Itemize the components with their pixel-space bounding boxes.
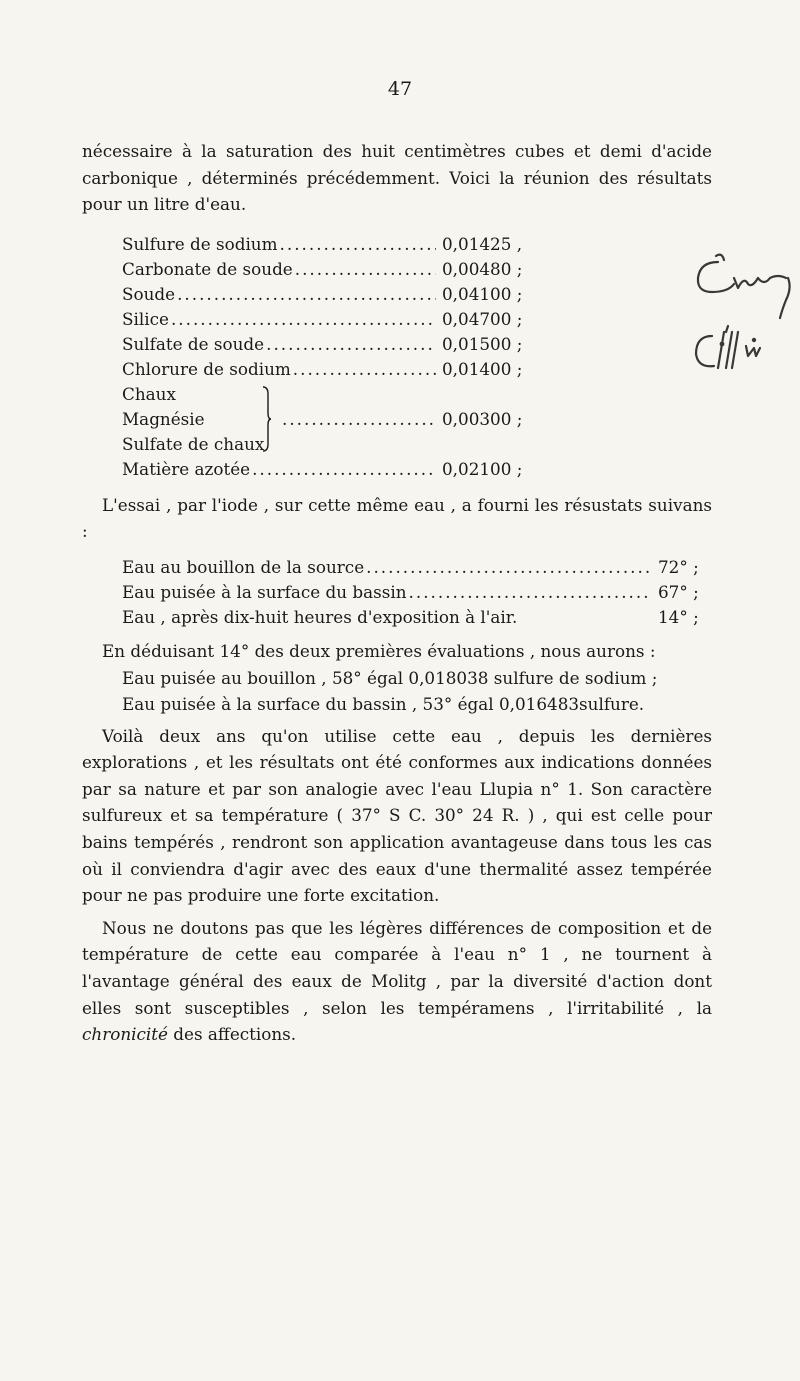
page-content (82, 138, 712, 1048)
table-row (122, 357, 542, 382)
list-item: Eau puisée au bouillon , 58° égal 0,018038 sulfure de sodium ; (122, 667, 658, 688)
row-label: Eau , après dix-huit heures d'exposition à l'air. (122, 606, 518, 627)
composition-table (122, 232, 542, 482)
row-label: Matière azotée (122, 458, 251, 479)
dot-leader (252, 457, 436, 482)
nous-paragraph-end: des affections. (167, 1024, 297, 1045)
group-value-row (282, 407, 542, 432)
row-label: Silice (122, 308, 169, 329)
dot-leader (366, 555, 652, 580)
essai-intro: L'essai , par l'iode , sur cette même eau , a fourni les résustats suivans : (82, 494, 712, 542)
dot-leader (177, 282, 436, 307)
row-value: 67° ; (658, 581, 699, 602)
nous-paragraph (82, 915, 712, 1048)
table-row (122, 257, 542, 282)
dot-leader (295, 257, 436, 282)
dot-leader (409, 580, 652, 605)
group-label: Chaux (122, 383, 176, 404)
group-label: Sulfate de chaux (122, 433, 265, 454)
dot-leader (266, 332, 436, 357)
row-label: Eau puisée à la surface du bassin (122, 581, 407, 602)
page-number: 47 (387, 78, 413, 100)
table-row (122, 555, 712, 580)
table-row (122, 580, 712, 605)
dot-leader (280, 232, 436, 257)
table-row (122, 232, 542, 257)
row-label: Sulfate de soude (122, 333, 265, 354)
table-row (122, 605, 712, 630)
row-value: 72° ; (658, 556, 699, 577)
grouped-labels (122, 382, 264, 457)
dot-leader (171, 307, 436, 332)
row-label: Chlorure de sodium (122, 358, 291, 379)
dot-leader (293, 357, 436, 382)
emphasis-word: chronicité (82, 1024, 168, 1045)
row-label: Eau au bouillon de la source (122, 556, 365, 577)
grouped-rows (122, 382, 542, 457)
row-label: Soude (122, 283, 176, 304)
right-brace-icon (262, 386, 272, 452)
group-label: Magnésie (122, 408, 205, 429)
nous-paragraph-text: Nous ne doutons pas que les légères différences de composition et de température de cette eau comparée à l'eau n° 1 , ne tournent à l'avantage général des eaux de Molitg , par la diversité d'action dont elles sont susceptibles , selon les tempéramens , l'irritabilité , la (82, 917, 712, 1018)
dot-leader (282, 407, 436, 432)
deduction-list (122, 665, 712, 717)
row-value: 0,01500 ; (442, 333, 523, 354)
table-row (122, 307, 542, 332)
voila-paragraph: Voilà deux ans qu'on utilise cette eau , depuis les dernières explorations , et les résultats ont été conformes aux indications données par sa nature et par son analogie avec l'eau Llupia n° 1. Son caractère sulfureux et sa température ( 37° S C. 30° 24 R. ) , qui est celle pour bains tempérés , rendront son application avantageuse dans tous les cas où il conviendra d'agir avec des eaux d'une thermalité assez tempérée pour ne pas produire une forte excitation. (82, 725, 712, 906)
row-label: Carbonate de soude (122, 258, 293, 279)
row-value: 0,00300 ; (442, 408, 523, 429)
list-item: Eau puisée à la surface du bassin , 53° égal 0,016483sulfure. (122, 693, 645, 714)
row-value: 0,01400 ; (442, 358, 523, 379)
deduction-intro: En déduisant 14° des deux premières évaluations , nous aurons : (102, 640, 656, 661)
row-value: 0,04700 ; (442, 308, 523, 329)
intro-paragraph: nécessaire à la saturation des huit centimètres cubes et demi d'acide carbonique , déterminés précédemment. Voici la réunion des résultats pour un litre d'eau. (82, 141, 712, 215)
essai-table (122, 555, 712, 630)
row-value: 0,02100 ; (442, 458, 523, 479)
table-row (122, 457, 542, 482)
table-row (122, 282, 542, 307)
row-value: 14° ; (658, 606, 699, 627)
table-row (122, 332, 542, 357)
row-value: 0,04100 ; (442, 283, 523, 304)
row-value: 0,00480 ; (442, 258, 523, 279)
row-value: 0,01425 , (442, 233, 523, 254)
handwritten-annotation-icon (688, 248, 800, 388)
row-label: Sulfure de sodium (122, 233, 278, 254)
